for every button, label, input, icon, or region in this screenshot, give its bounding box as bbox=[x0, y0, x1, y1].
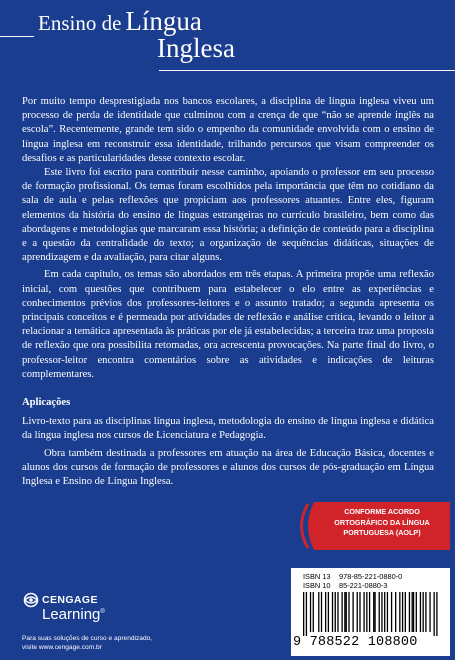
barcode-bar bbox=[352, 592, 353, 632]
applications-heading: Aplicações bbox=[22, 397, 71, 409]
barcode-panel bbox=[291, 568, 450, 656]
barcode-bar bbox=[337, 592, 338, 632]
barcode-bar bbox=[399, 592, 400, 632]
barcode-bar bbox=[369, 592, 370, 632]
barcode-bar bbox=[387, 592, 388, 632]
trademark-symbol: ® bbox=[100, 609, 105, 615]
title-rule-under bbox=[159, 70, 455, 71]
barcode-bar bbox=[413, 592, 414, 632]
publisher-name-cengage: CENGAGE bbox=[42, 594, 98, 606]
barcode-bar bbox=[363, 592, 364, 632]
barcode-bar bbox=[341, 592, 342, 632]
cengage-swirl-icon bbox=[22, 590, 40, 620]
barcode-bar bbox=[328, 592, 329, 632]
barcode-bar bbox=[346, 592, 347, 632]
barcode-bar bbox=[416, 592, 417, 632]
barcode-bar bbox=[348, 592, 349, 632]
barcode-digits: 9 788522 108800 bbox=[293, 635, 418, 650]
title-word-inglesa: Inglesa bbox=[157, 33, 235, 63]
barcode-bar bbox=[335, 592, 336, 632]
isbn13-line bbox=[303, 572, 402, 581]
description-paragraph: Por muito tempo desprestigiada nos bancos escolares, a disciplina de língua inglesa viveu um processo de perda de identidade que culminou com a crença de que “não se aprende inglês na escola”. Recentemente, grande tem sido o empenho da comunidade envolvida com o ensino de língua inglesa em reconstruir essa identidade, trilhando percursos que visam compreender os desafios e as particularidades desse contexto escolar. bbox=[22, 96, 434, 164]
isbn13-label: ISBN 13 bbox=[303, 572, 331, 581]
stamp-text bbox=[318, 507, 446, 539]
barcode-bar bbox=[381, 592, 382, 632]
barcode-bar bbox=[409, 592, 410, 632]
title-word-ensino: Ensino de bbox=[38, 11, 122, 35]
publisher-tagline: Para suas soluções de curso e aprendizado, bbox=[22, 635, 153, 642]
description-paragraph: Este livro foi escrito para contribuir nesse caminho, apoiando o professor em seu processo de formação profissional. Os temas foram escolhidos pela importância que têm no cotidiano da sala de aula e pelas reflexões que propiciam aos professores atuantes. Entre eles, figuram elementos da história do ensino de línguas estrangeiras no currículo brasileiro, bem como das abordagens e metodologias que marcaram essa história; a definição de conteúdo para a disciplina e a questão da centralidade do texto; a organização de sequências didáticas, situações de aprendizagem e da avaliação, para citar alguns. bbox=[22, 167, 434, 264]
barcode-bar bbox=[436, 592, 437, 636]
isbn10-line bbox=[303, 581, 388, 590]
barcode-bar bbox=[395, 592, 396, 632]
isbn10-label: ISBN 10 bbox=[303, 581, 331, 590]
barcode-bar bbox=[366, 592, 367, 632]
stamp-line-3: PORTUGUESA (AOLP) bbox=[343, 528, 421, 537]
description-paragraph: Em cada capítulo, os temas são abordados em três etapas. A primeira propõe uma reflexão inicial, com questões que contribuem para estabelecer o elo entre as experiências e conhecimentos prévios dos professores-leitores e o assunto tratado; a segunda apresenta os principais conceitos e é permeada por atividades de reflexão e análise crítica, levando o leitor a relacionar a temática apresentada às práticas por ele já estabelecidas; a terceira traz uma proposta de reflexão que ora possibilita retomadas, ora acrescenta provocações. Na parte final do livro, o professor-leitor encontra comentários sobre as atividades e indicações de leituras complementares. bbox=[22, 269, 434, 380]
publisher-website: visite www.cengage.com.br bbox=[22, 644, 102, 651]
barcode-bar bbox=[402, 592, 403, 632]
title-rule-left bbox=[0, 36, 34, 37]
isbn13-value: 978-85-221-0880-0 bbox=[339, 572, 403, 581]
barcode-bar bbox=[318, 592, 319, 632]
barcode-bar bbox=[434, 592, 435, 636]
applications-paragraph: Livro-texto para as disciplinas língua inglesa, metodologia do ensino de língua inglesa e didática da língua inglesa nos cursos de Licenciatura e Pedagogia. bbox=[22, 416, 434, 442]
barcode-bar bbox=[420, 592, 421, 632]
stamp-line-1: CONFORME ACORDO bbox=[344, 507, 420, 516]
barcode-bar bbox=[405, 592, 406, 632]
back-cover-text bbox=[22, 95, 434, 489]
barcode-bar bbox=[429, 592, 430, 632]
barcode-bar bbox=[325, 592, 326, 632]
barcode-bar bbox=[310, 592, 311, 632]
barcode-bar bbox=[357, 592, 358, 632]
barcode-bar bbox=[384, 592, 385, 632]
barcode-bars bbox=[303, 592, 439, 636]
stamp-line-2: ORTOGRÁFICO DA LÍNGUA bbox=[334, 517, 430, 527]
barcode-bar bbox=[359, 592, 360, 632]
barcode-bar bbox=[306, 592, 307, 636]
barcode-bar bbox=[391, 592, 392, 632]
publisher-name-learning bbox=[42, 606, 105, 623]
barcode-bar bbox=[412, 592, 413, 632]
barcode-bar bbox=[344, 592, 345, 632]
learning-word: Learning bbox=[42, 606, 101, 623]
barcode-bar bbox=[303, 592, 304, 636]
cengage-logo bbox=[22, 590, 152, 628]
applications-paragraph: Obra também destinada a professores em atuação na área de Educação Básica, docentes e alunos dos cursos de formação de professores e alunos dos cursos de pós-graduação em Língua Inglesa e Ensino de Língua Inglesa. bbox=[22, 447, 434, 488]
isbn10-value: 85-221-0880-3 bbox=[339, 581, 388, 590]
barcode-bar bbox=[321, 592, 322, 632]
barcode-bar bbox=[313, 592, 314, 632]
publisher-site-info bbox=[22, 634, 152, 652]
barcode-bar bbox=[373, 592, 374, 632]
barcode-bar bbox=[374, 592, 375, 632]
title-word-lingua: Língua bbox=[125, 6, 202, 36]
barcode-bar bbox=[423, 592, 424, 632]
barcode-bar bbox=[379, 592, 380, 632]
barcode-bar bbox=[332, 592, 333, 632]
aolp-stamp bbox=[292, 498, 452, 554]
barcode-bar bbox=[425, 592, 426, 632]
